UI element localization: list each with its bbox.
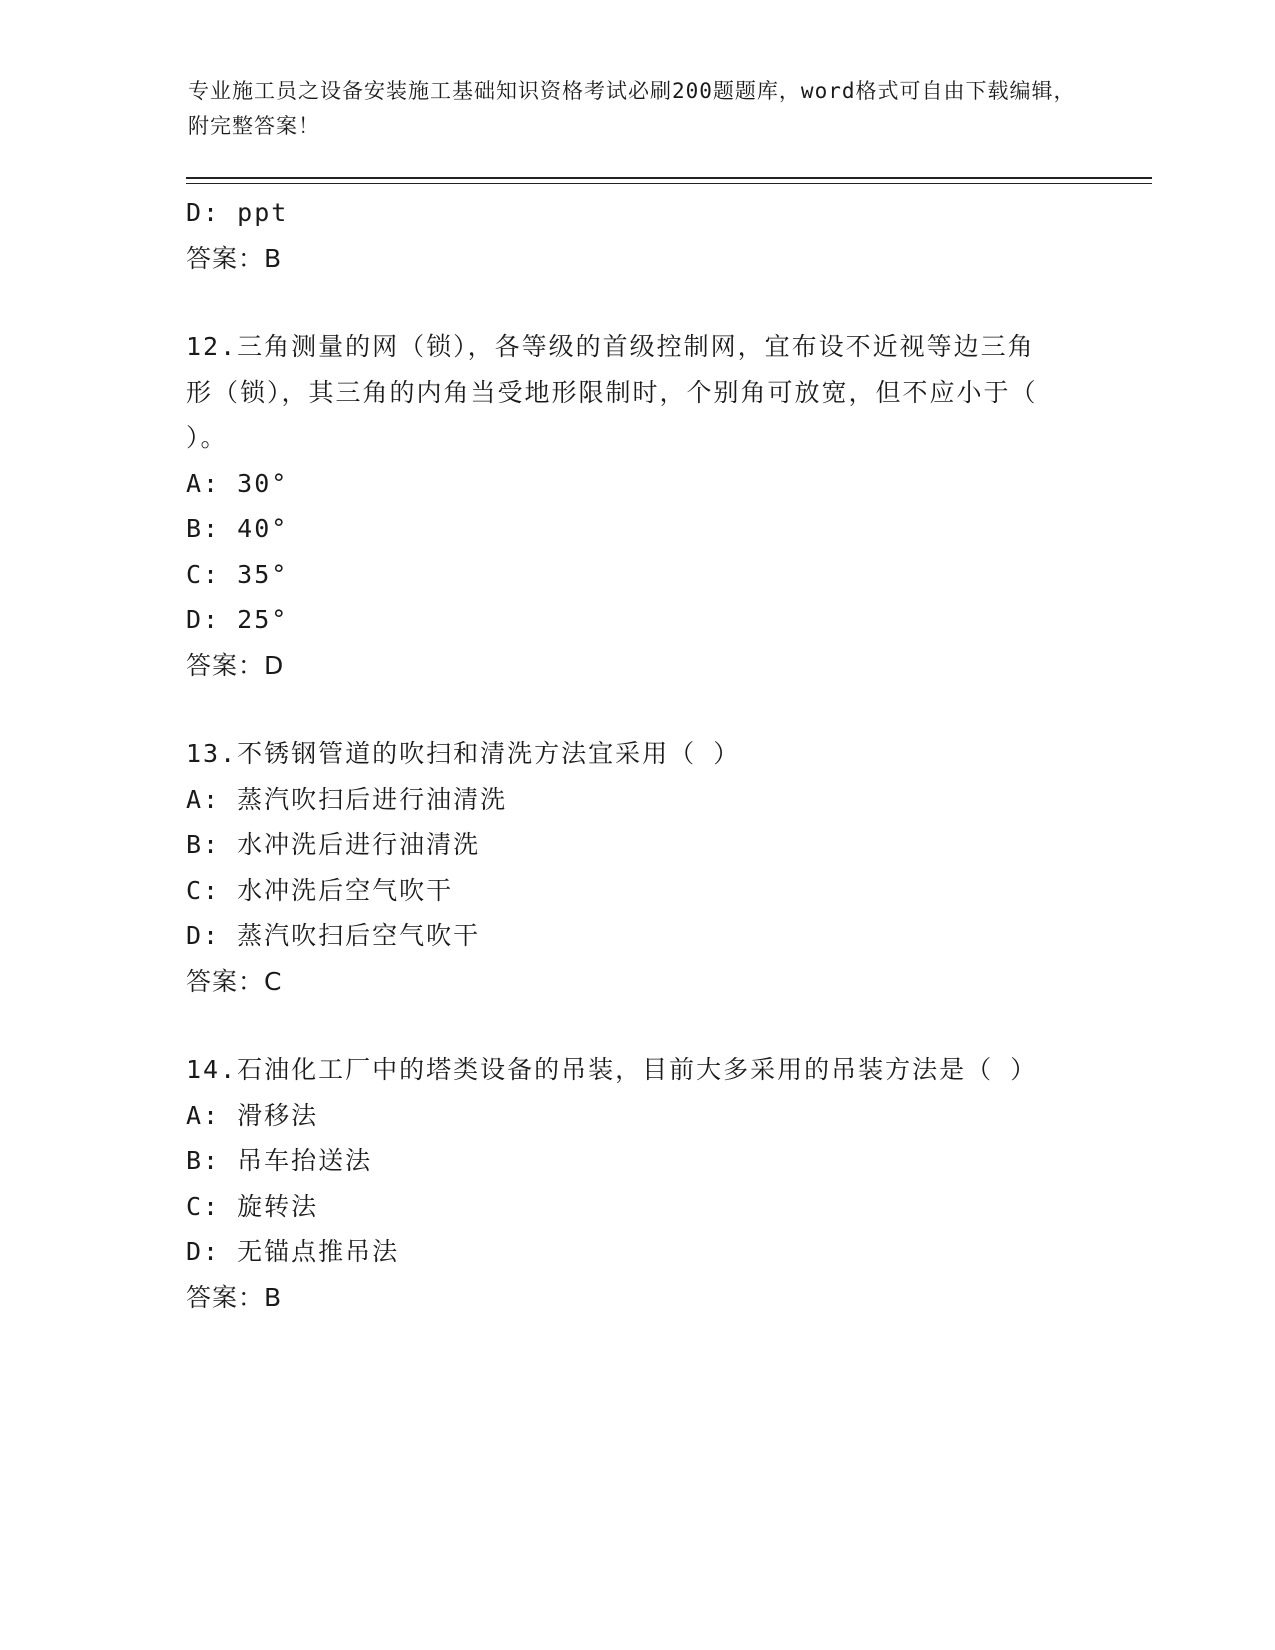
option-d: D: 25° [186, 605, 289, 634]
question-12 [186, 324, 1086, 688]
question-stem: 13.不锈钢管道的吹扫和清洗方法宜采用（ ） [186, 739, 741, 768]
option-c: C: 旋转法 [186, 1191, 319, 1221]
spacer [186, 1004, 1086, 1047]
option-b: B: 水冲洗后进行油清洗 [186, 830, 481, 859]
answer: 答案：D [186, 650, 285, 680]
spacer [186, 688, 1086, 731]
answer: 答案：B [186, 243, 283, 273]
header-divider-thick [186, 177, 1152, 179]
previous-question-tail [186, 190, 1086, 281]
question-13 [186, 731, 1086, 1004]
header-text: 专业施工员之设备安装施工基础知识资格考试必刷200题题库，word格式可自由下载编辑，附完整答案！ [188, 79, 1076, 138]
option-c: C: 水冲洗后空气吹干 [186, 875, 454, 905]
option-d: D: 蒸汽吹扫后空气吹干 [186, 921, 481, 950]
option-a: A: 蒸汽吹扫后进行油清洗 [186, 784, 508, 814]
option-b: B: 40° [186, 514, 289, 543]
answer: 答案：B [186, 1282, 283, 1312]
document-body [186, 190, 1086, 1320]
option-d: D: ppt [186, 198, 289, 227]
option-a: A: 滑移法 [186, 1100, 319, 1130]
question-14 [186, 1047, 1086, 1320]
answer: 答案：C [186, 966, 283, 996]
page-header [188, 74, 1088, 144]
question-stem: 12.三角测量的网（锁），各等级的首级控制网，宜布设不近视等边三角形（锁），其三角的内角当受地形限制时，个别角可放宽，但不应小于（ ）。 [186, 332, 1038, 452]
spacer [186, 281, 1086, 324]
question-stem: 14.石油化工厂中的塔类设备的吊装，目前大多采用的吊装方法是（ ） [186, 1055, 1038, 1084]
option-d: D: 无锚点推吊法 [186, 1237, 400, 1266]
option-b: B: 吊车抬送法 [186, 1146, 373, 1175]
option-c: C: 35° [186, 559, 289, 589]
option-a: A: 30° [186, 468, 289, 498]
header-divider-thin [186, 183, 1152, 184]
